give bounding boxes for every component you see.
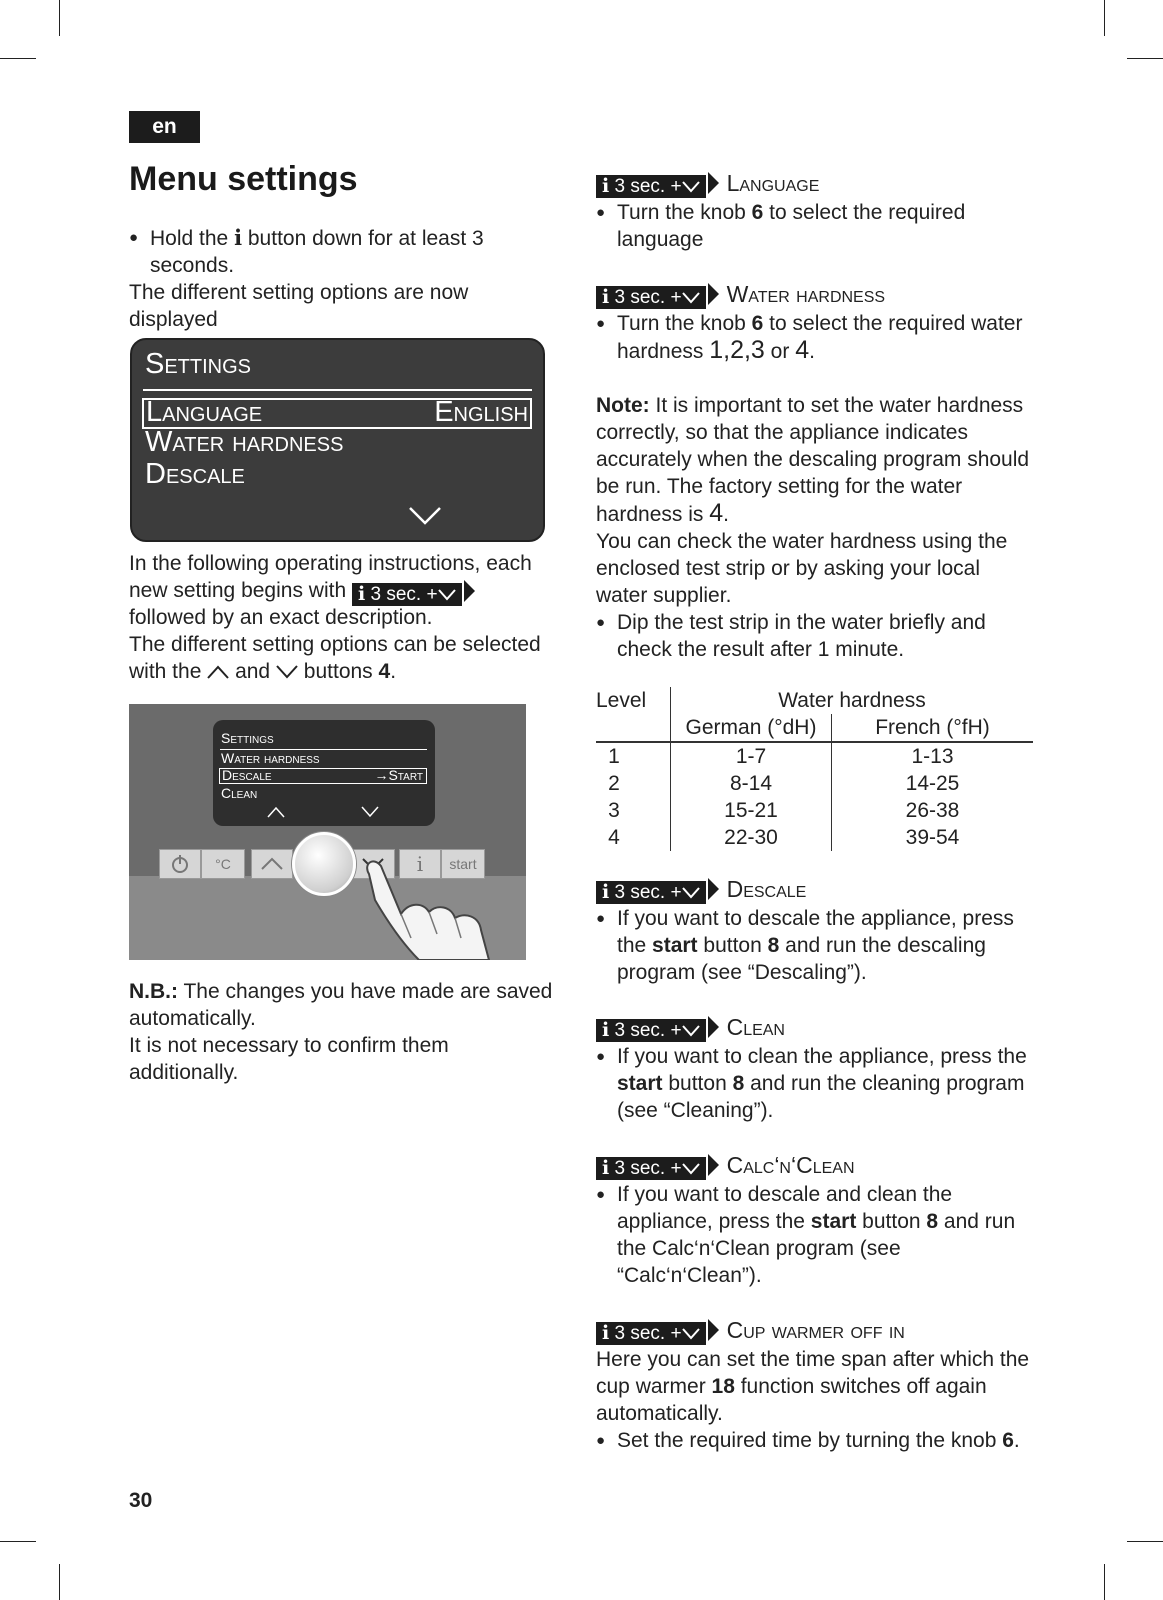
crop-mark	[59, 1564, 60, 1600]
info-button[interactable]: i	[399, 849, 441, 879]
lcd-row-language: Language	[146, 396, 263, 428]
start-button[interactable]: start	[441, 849, 485, 879]
panel-row-water-hardness: Water hardness	[221, 750, 320, 766]
crop-mark	[59, 0, 60, 36]
section-language	[596, 169, 1036, 253]
chevron-down-icon	[682, 181, 700, 193]
header-level: Level	[596, 687, 671, 714]
table-row: 2 8-14 14-25	[596, 770, 1033, 797]
step-tag: i 3 sec. +	[596, 1154, 719, 1177]
chevron-down-icon	[276, 665, 298, 679]
calc-n-clean-instruction: ● If you want to descale and clean the appliance, press the start button 8 and run the Calc‘n‘Clean program (see “Calc‘n‘Clean”).	[596, 1181, 1036, 1289]
lcd-divider	[143, 389, 532, 391]
power-icon	[160, 850, 200, 878]
panel-row-descale-value: →Start	[374, 767, 423, 783]
chevron-down-icon	[682, 1163, 700, 1175]
panel-row-clean: Clean	[221, 785, 258, 801]
chevron-down-icon	[438, 589, 456, 601]
lcd-selected-row	[142, 398, 532, 429]
temperature-button[interactable]: °C	[201, 849, 245, 879]
section-calc-n-clean	[596, 1151, 1036, 1289]
chevron-down-icon	[682, 292, 700, 304]
right-column	[596, 169, 1036, 1454]
header-french: French (°fH)	[875, 716, 990, 739]
section-clean	[596, 1013, 1036, 1124]
hold-instruction-block	[129, 224, 559, 333]
section-water-hardness	[596, 280, 1036, 365]
info-icon: i	[602, 880, 610, 903]
step-tag: i 3 sec. +	[596, 283, 719, 306]
crop-mark	[1127, 58, 1163, 59]
clean-instruction: ● If you want to clean the appliance, press the start button 8 and run the cleaning program (see “Cleaning”).	[596, 1043, 1036, 1124]
language-tab: en	[129, 111, 200, 143]
chevron-down-icon	[682, 1328, 700, 1340]
descale-instruction: ● If you want to descale the appliance, press the start button 8 and run the descaling program (see “Descaling”).	[596, 905, 1036, 986]
dip-instruction: ● Dip the test strip in the water briefly and check the result after 1 minute.	[596, 609, 1036, 663]
nb-block	[129, 978, 559, 1086]
water-hardness-instruction: ● Turn the knob 6 to select the required water hardness 1,2,3 or 4.	[596, 310, 1036, 365]
crop-mark	[0, 58, 36, 59]
heading-descale: Descale	[726, 876, 807, 903]
chevron-up-icon	[207, 665, 229, 679]
chevron-up-icon	[252, 850, 292, 878]
note-text: Note: It is important to set the water hardness correctly, so that the appliance indicates accurately when the descaling program should be run. The factory setting for the water hardness is 4.	[596, 394, 1030, 527]
crop-mark	[1127, 1541, 1163, 1542]
not-necessary-text: It is not necessary to confirm them additionally.	[129, 1034, 449, 1084]
panel-chevron-down-icon	[361, 806, 379, 818]
followed-by-text: followed by an exact description.	[129, 606, 433, 629]
info-icon: i	[602, 1321, 610, 1344]
info-icon: i	[602, 285, 610, 308]
lcd-row-descale: Descale	[145, 458, 245, 490]
section-descale	[596, 875, 1036, 986]
table-row: 4 22-30 39-54	[596, 824, 1033, 851]
following-instructions-block: In the following operating instructions, each new setting begins with i 3 sec. + followed by an exact description. The different setting options can be selected with the and buttons 4.	[129, 550, 569, 685]
lcd-row-language-value: English	[434, 396, 528, 428]
hand-pointer-icon	[339, 854, 526, 960]
panel-row-descale: Descale	[222, 767, 272, 783]
info-icon: i	[602, 1156, 610, 1179]
panel-chevron-up-icon	[267, 806, 285, 818]
water-hardness-table	[596, 687, 1033, 851]
power-button[interactable]	[159, 849, 201, 879]
chevron-down-icon	[682, 887, 700, 899]
step-tag: i 3 sec. +	[596, 1319, 719, 1342]
panel-display	[213, 720, 435, 826]
heading-water-hardness: Water hardness	[726, 281, 886, 308]
hold-instruction: ● Hold the i button down for at least 3 seconds.	[129, 224, 559, 279]
language-instruction: ● Turn the knob 6 to select the required language	[596, 199, 1036, 253]
crop-mark	[1104, 1564, 1105, 1600]
control-panel-illustration	[129, 704, 526, 960]
lcd-header: Settings	[145, 348, 252, 380]
following-text: In the following operating instructions, each new setting begins with	[129, 552, 532, 602]
header-german: German (°dH)	[671, 714, 832, 742]
info-icon: i	[357, 582, 366, 605]
crop-mark	[0, 1541, 36, 1542]
section-note	[596, 392, 1036, 663]
step-tag: i 3 sec. +	[596, 172, 719, 195]
header-water-hardness: Water hardness	[778, 689, 926, 712]
check-text: You can check the water hardness using the enclosed test strip or by asking your local water supplier.	[596, 530, 1008, 607]
nb-label: N.B.:	[129, 980, 178, 1003]
panel-selected-row	[219, 768, 427, 784]
info-icon: i	[602, 174, 610, 197]
heading-cup-warmer: Cup warmer off in	[726, 1317, 905, 1344]
heading-language: Language	[726, 170, 820, 197]
lcd-chevron-down-icon	[408, 506, 442, 526]
info-button-symbol: i	[234, 225, 243, 250]
step-tag: i 3 sec. +	[596, 1016, 719, 1039]
nb-text: The changes you have made are saved automatically.	[129, 980, 553, 1030]
crop-mark	[1104, 0, 1105, 36]
step-tag: i 3 sec. +	[352, 580, 475, 603]
page-number: 30	[129, 1489, 153, 1512]
cup-warmer-instruction: ● Set the required time by turning the knob 6.	[596, 1427, 1036, 1454]
lcd-row-water-hardness: Water hardness	[145, 426, 344, 458]
selected-text: The different setting options can be selected with the	[129, 633, 541, 683]
up-button[interactable]	[251, 849, 293, 879]
step-tag: i 3 sec. +	[596, 878, 719, 901]
cup-warmer-text: Here you can set the time span after which the cup warmer 18 function switches off again automatically.	[596, 1348, 1030, 1425]
chevron-down-icon	[682, 1025, 700, 1037]
heading-calc-n-clean: Calc‘n‘Clean	[726, 1152, 855, 1179]
info-icon: i	[602, 1018, 610, 1041]
table-row: 3 15-21 26-38	[596, 797, 1033, 824]
options-displayed-text: The different setting options are now displayed	[129, 281, 469, 331]
page-title: Menu settings	[129, 160, 358, 198]
section-cup-warmer	[596, 1316, 1036, 1454]
table-row: 1 1-7 1-13	[596, 742, 1033, 770]
panel-display-header: Settings	[221, 730, 274, 746]
lcd-settings-display	[130, 338, 545, 542]
heading-clean: Clean	[726, 1014, 785, 1041]
